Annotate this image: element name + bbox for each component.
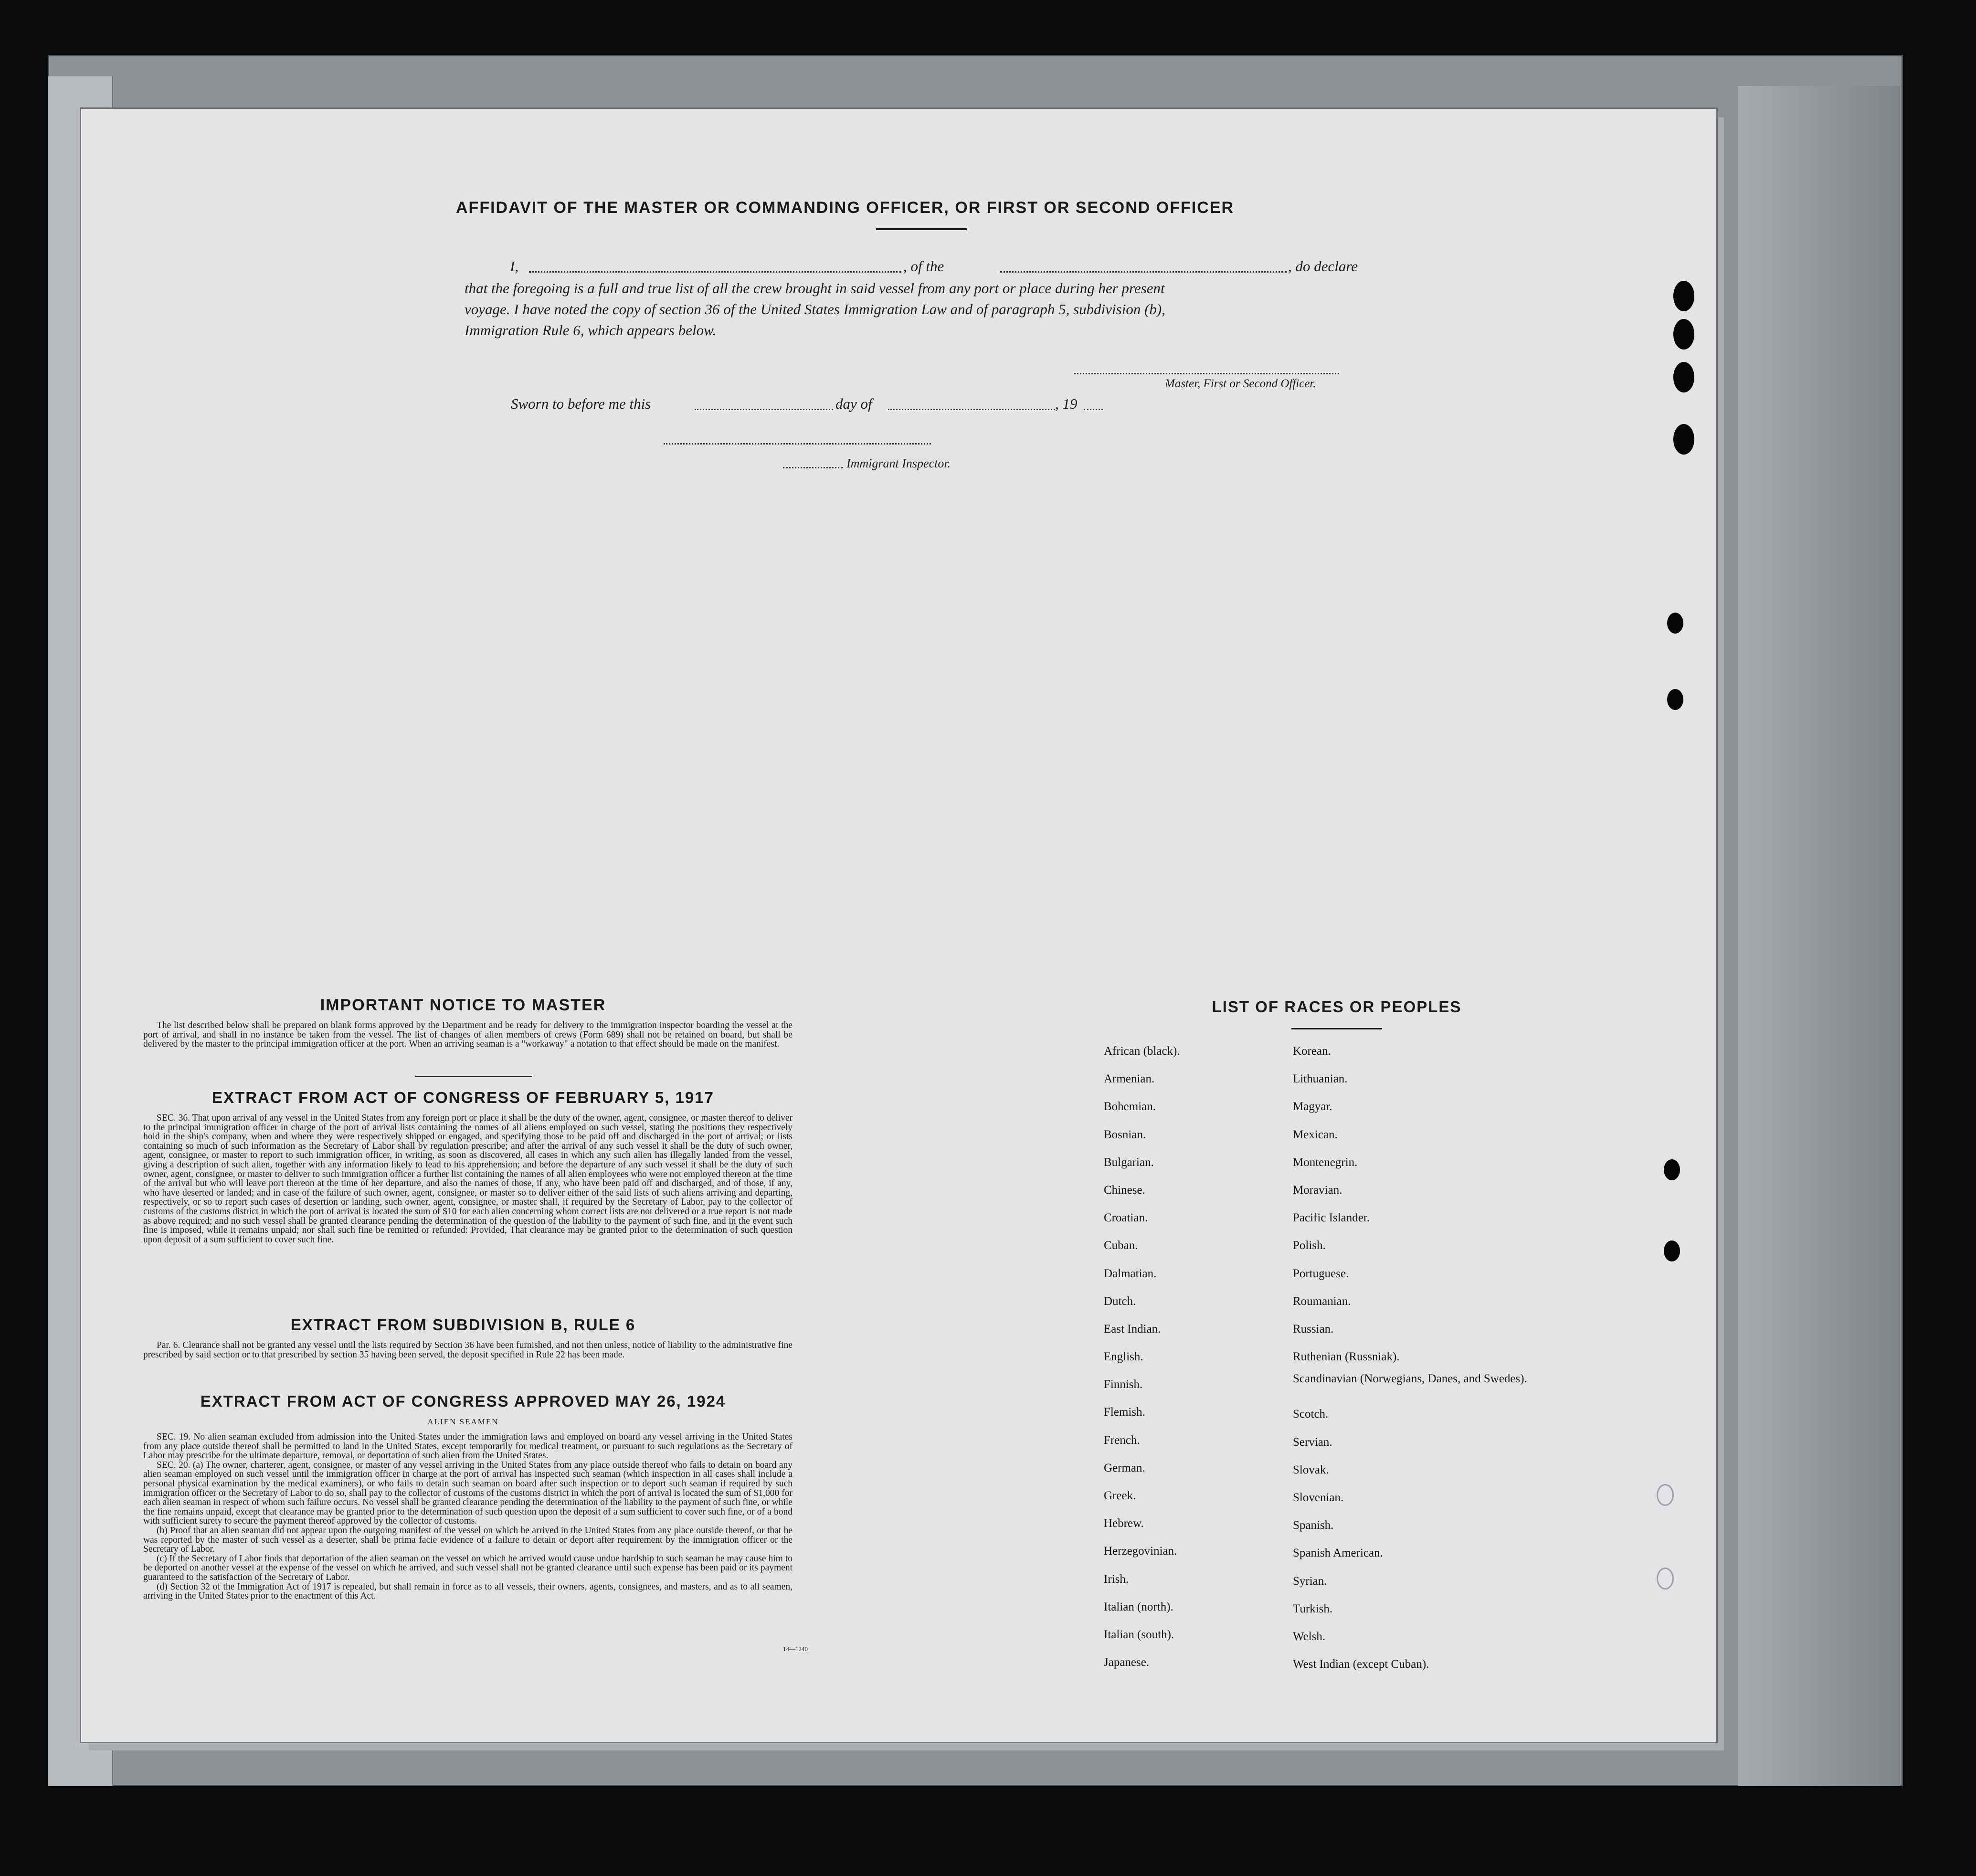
punch-hole [1673,362,1694,392]
race-item: African (black). [1104,1045,1180,1058]
race-item: Dutch. [1104,1294,1136,1308]
punch-hole [1673,424,1694,455]
sec-20c-paragraph: (c) If the Secretary of Labor finds that deportation of the alien seaman on the vessel on which he arrived would cause undue hardship to such seaman he may cause him to be deported on another vessel at the expense of the vessel on which he arrived, and such vessel shall not be granted clearance until such expense has been paid or its payment guaranteed to the satisfaction of the Secretary of Labor. [143,1553,793,1582]
race-item: Slovenian. [1293,1491,1344,1504]
extract-rule6-title: EXTRACT FROM SUBDIVISION B, RULE 6 [290,1316,636,1334]
race-item: Dalmatian. [1104,1267,1157,1280]
race-item: Servian. [1293,1435,1332,1449]
race-item: Pacific Islander. [1293,1211,1370,1225]
inspector-lead [783,467,843,468]
races-left-column [1104,1038,1295,1676]
sec-20d-paragraph: (d) Section 32 of the Immigration Act of 1917 is repealed, but shall remain in force as to all vessels, their owners, agents, consignees, and masters, and as to all seamen, arriving in the United States prior to the enactment of this Act. [143,1581,793,1601]
race-item: Italian (south). [1104,1628,1174,1641]
punch-hole-reinforced [1657,1568,1674,1590]
race-item: Syrian. [1293,1574,1327,1588]
notice-title: IMPORTANT NOTICE TO MASTER [320,996,606,1014]
race-item: Irish. [1104,1572,1129,1586]
race-item: Bosnian. [1104,1128,1146,1141]
race-item: Spanish American. [1293,1547,1383,1560]
race-item: Armenian. [1104,1072,1155,1086]
affidavit-title: AFFIDAVIT OF THE MASTER OR COMMANDING OFFICER, OR FIRST OR SECOND OFFICER [456,199,1234,217]
notice-rule [415,1076,532,1077]
affidavit-title-rule [876,228,967,230]
name-blank [529,271,901,273]
sec-20b-paragraph: (b) Proof that an alien seaman did not appear upon the outgoing manifest of the vessel on which he arrived in the United States from any place outside thereof, or that he was reported by the master of such vessel as a deserter, shall be prima facie evidence of a failure to detain or deport after requirement by the immigration officer or the Secretary of Labor. [143,1525,793,1555]
extract-1924-text [143,1432,793,1601]
race-item: Ruthenian (Russniak). [1293,1350,1400,1364]
form-number: 14—1240 [783,1645,808,1653]
race-item: English. [1104,1350,1143,1364]
document-page [81,109,1716,1742]
races-right-column [1293,1038,1527,1678]
sworn-day-of: day of [835,395,872,412]
races-title-rule [1291,1028,1382,1029]
race-item: Roumanian. [1293,1294,1351,1308]
sworn-month-blank [888,409,1055,410]
punch-hole [1673,319,1694,350]
extract-1917-text [143,1113,793,1244]
notice-paragraph: The list described below shall be prepared on blank forms approved by the Department and be ready for delivery to the immigration inspector boarding the vessel at the port of arrival, and shall in no instance be taken from the vessel. The list of changes of alien members of crews (Form 689) shall not be retained on board, but shall be delivered by the master to the principal immigration officer at the port. When an arriving seaman is a "workaway" a notation to that effect should be made on the manifest. [143,1020,793,1049]
vessel-blank [1000,271,1287,273]
extract-1924-title: EXTRACT FROM ACT OF CONGRESS APPROVED MAY 26, 1924 [200,1392,726,1410]
inspector-line [664,443,931,445]
extract-1917-title: EXTRACT FROM ACT OF CONGRESS OF FEBRUARY 5, 1917 [212,1089,714,1106]
race-item: Bulgarian. [1104,1155,1154,1169]
race-item: Korean. [1293,1045,1331,1058]
race-item: Lithuanian. [1293,1072,1348,1086]
race-item: Slovak. [1293,1463,1329,1476]
punch-hole-reinforced [1657,1484,1674,1506]
races-title: LIST OF RACES OR PEOPLES [1212,998,1462,1016]
race-item: Magyar. [1293,1100,1332,1113]
signature-label: Master, First or Second Officer. [1165,377,1316,390]
affidavit-i: I, [510,258,519,275]
par-6-paragraph: Par. 6. Clearance shall not be granted any vessel until the lists required by Section 36 have been furnished, and not then unless, notice of liability to the administrative fine prescribed by said section or to that prescribed by section 35 having been served, the deposit specified in Rule 22 has been made. [143,1340,793,1360]
sworn-year: , 19 [1055,395,1078,412]
race-item: Moravian. [1293,1183,1342,1197]
sworn-label: Sworn to before me this [511,395,651,412]
punch-hole [1664,1159,1680,1180]
race-item: Greek. [1104,1489,1136,1502]
race-item: East Indian. [1104,1322,1161,1335]
sec-20a-paragraph: SEC. 20. (a) The owner, charterer, agent, consignee, or master of any vessel arriving in the United States from any place outside thereof who fails to detain on board any alien seaman employed on such vessel until the immigration officer in charge at the port of arrival has inspected such seaman (which inspection in all cases shall include a personal physical examination by the medical examiners), or who fails to detain such seaman on board after such inspection or to deport such seaman if required by such immigration officer or the Secretary of Labor to do so, shall pay to the collector of customs of the customs district in which the port of arrival is located the sum of $1,000 for each alien seaman in respect of whom such failure occurs. No vessel shall be granted clearance pending the determination of the liability to the payment of such fine, or while the fine remains unpaid, except that clearance may be granted prior to the determination of such question upon the deposit of a sum sufficient to cover such fine, or of a bond with sufficient surety to secure the payment thereof approved by the collector of customs. [143,1460,793,1526]
affidavit-line-4: Immigration Rule 6, which appears below. [465,322,717,339]
race-item: Chinese. [1104,1183,1145,1197]
race-item: West Indian (except Cuban). [1293,1658,1429,1671]
affidavit-declare: , do declare [1288,258,1358,275]
race-item: Finnish. [1104,1378,1143,1391]
race-item: Spanish. [1293,1519,1334,1532]
race-item: Herzegovinian. [1104,1545,1177,1558]
race-item: Scotch. [1293,1408,1329,1421]
punch-hole [1667,613,1683,634]
punch-hole [1664,1240,1680,1261]
race-item: German. [1104,1461,1145,1474]
race-item: Russian. [1293,1322,1334,1335]
affidavit-of-the: , of the [903,258,944,275]
affidavit-line-2: that the foregoing is a full and true list of all the crew brought in said vessel from any port or place during her present [465,280,1165,297]
race-item: Italian (north). [1104,1600,1173,1613]
race-item: Welsh. [1293,1630,1326,1643]
sworn-day-blank [695,409,833,410]
punch-hole [1667,689,1683,710]
race-item: Croatian. [1104,1211,1148,1225]
extract-rule6-text [143,1341,793,1359]
signature-line [1074,373,1339,374]
race-item: Scandinavian (Norwegians, Danes, and Swedes). [1293,1372,1527,1386]
affidavit-line-3: voyage. I have noted the copy of section 36 of the United States Immigration Law and of paragraph 5, subdivision (b), [465,301,1165,318]
race-item: Hebrew. [1104,1517,1144,1530]
inspector-label: Immigrant Inspector. [846,456,951,470]
notice-text [143,1021,793,1049]
sec-19-paragraph: SEC. 19. No alien seaman excluded from admission into the United States under the immigration laws and employed on board any vessel arriving in the United States from any place outside thereof shall be permitted to land in the United States, except temporarily for medical treatment, or pursuant to such regulations as the Secretary of Labor may prescribe for the ultimate departure, removal, or deportation of such alien from the United States. [143,1432,793,1461]
race-item: French. [1104,1433,1140,1447]
backing-sheet-right-edge [1738,86,1900,1786]
race-item: Mexican. [1293,1128,1338,1141]
race-item: Bohemian. [1104,1100,1156,1113]
race-item: Cuban. [1104,1239,1138,1252]
race-item: Turkish. [1293,1602,1333,1615]
race-item: Portuguese. [1293,1267,1349,1280]
sworn-year-blank [1084,409,1103,410]
race-item: Polish. [1293,1239,1326,1252]
alien-seamen-subtitle: ALIEN SEAMEN [427,1417,499,1426]
punch-hole [1673,281,1694,311]
race-item: Montenegrin. [1293,1155,1358,1169]
race-item: Japanese. [1104,1656,1150,1669]
sec-36-paragraph: SEC. 36. That upon arrival of any vessel in the United States from any foreign port or place it shall be the duty of the owner, agent, consignee, or master thereof to deliver to the principal immigration officer in charge of the port of arrival lists containing the names of all aliens employed on such vessel, stating the positions they respectively hold in the ship's company, when and where they were respectively shipped or engaged, and specifying those to be paid off and discharged in the port of arrival; or lists containing so much of such information as the Secretary of Labor shall by regulation prescribe; and after the arrival of any such vessel it shall be the duty of such owner, agent, consignee, or master to report to such immigration officer, in writing, as soon as discovered, all cases in which any such alien has illegally landed from the vessel, giving a description of such alien, together with any information likely to lead to his apprehension; and before the departure of any such vessel it shall be the duty of such owner, agent, consignee, or master to deliver to such immigration officer a further list containing the names of all alien employees who were not employed thereon at the time of the arrival but who will leave port thereon at the time of her departure, and also the names of those, if any, who have been paid off and discharged, and of those, if any, who have deserted or landed; and in case of the failure of such owner, agent, consignee, or master so to deliver either of the said lists of such aliens arriving and departing, respectively, or so to report such cases of desertion or landing, such owner, agent, consignee, or master shall, if required by the Secretary of Labor, pay to the collector of customs of the customs district in which the port of arrival is located the sum of $10 for each alien concerning whom correct lists are not delivered or a true report is not made as above required; and no such vessel shall be granted clearance pending the determination of the question of the liability to the payment of such fine, and in the event such fine is imposed, while it remains unpaid; nor shall such fine be remitted or refunded: Provided, That clearance may be granted prior to the determination of such question upon deposit of a sum sufficient to cover such fine. [143,1113,793,1245]
race-item: Flemish. [1104,1406,1145,1419]
